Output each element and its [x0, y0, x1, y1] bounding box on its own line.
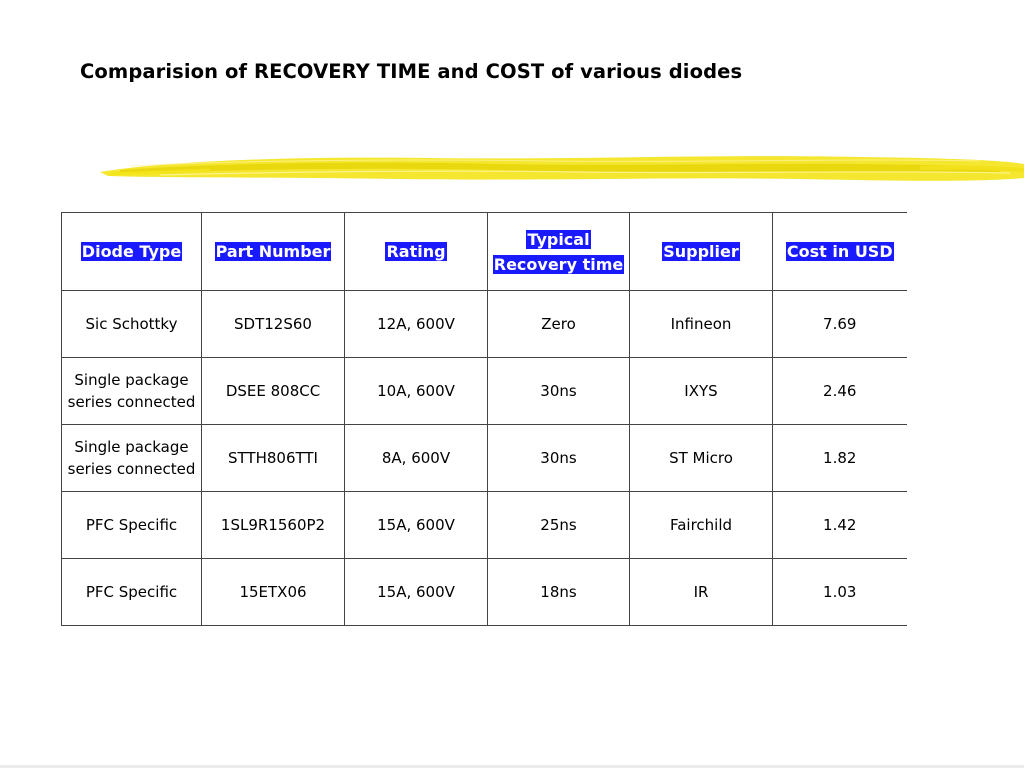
diode-comparison-table-wrap [61, 212, 906, 626]
cell-part-number: STTH806TTI [202, 425, 345, 492]
cell-diode-type: Sic Schottky [62, 291, 202, 358]
cell-cost: 7.69 [773, 291, 907, 358]
cell-diode-type: Single package series connected [62, 425, 202, 492]
cell-part-number: 15ETX06 [202, 559, 345, 626]
column-header-cost: Cost in USD [773, 213, 907, 291]
column-header-supplier: Supplier [630, 213, 773, 291]
cell-supplier: ST Micro [630, 425, 773, 492]
column-header-recovery-time: Typical Recovery time [488, 213, 630, 291]
column-header-part-number: Part Number [202, 213, 345, 291]
table-row [62, 358, 907, 425]
column-header-rating: Rating [345, 213, 488, 291]
table-row [62, 425, 907, 492]
cell-cost: 1.42 [773, 492, 907, 559]
cell-recovery-time: 30ns [488, 425, 630, 492]
cell-part-number: DSEE 808CC [202, 358, 345, 425]
table-row [62, 291, 907, 358]
cell-rating: 12A, 600V [345, 291, 488, 358]
cell-supplier: IXYS [630, 358, 773, 425]
yellow-brush-stroke-decoration [100, 148, 1024, 190]
diode-comparison-table [61, 212, 907, 626]
column-header-diode-type: Diode Type [62, 213, 202, 291]
cell-supplier: Fairchild [630, 492, 773, 559]
cell-recovery-time: 30ns [488, 358, 630, 425]
cell-rating: 8A, 600V [345, 425, 488, 492]
table-row [62, 559, 907, 626]
cell-rating: 15A, 600V [345, 559, 488, 626]
cell-cost: 1.82 [773, 425, 907, 492]
cell-rating: 10A, 600V [345, 358, 488, 425]
cell-supplier: Infineon [630, 291, 773, 358]
cell-recovery-time: Zero [488, 291, 630, 358]
table-row [62, 492, 907, 559]
cell-cost: 1.03 [773, 559, 907, 626]
slide-title: Comparision of RECOVERY TIME and COST of various diodes [80, 60, 743, 83]
cell-diode-type: PFC Specific [62, 492, 202, 559]
cell-part-number: SDT12S60 [202, 291, 345, 358]
cell-diode-type: Single package series connected [62, 358, 202, 425]
cell-recovery-time: 25ns [488, 492, 630, 559]
cell-cost: 2.46 [773, 358, 907, 425]
cell-part-number: 1SL9R1560P2 [202, 492, 345, 559]
table-header-row [62, 213, 907, 291]
cell-supplier: IR [630, 559, 773, 626]
cell-diode-type: PFC Specific [62, 559, 202, 626]
cell-recovery-time: 18ns [488, 559, 630, 626]
cell-rating: 15A, 600V [345, 492, 488, 559]
